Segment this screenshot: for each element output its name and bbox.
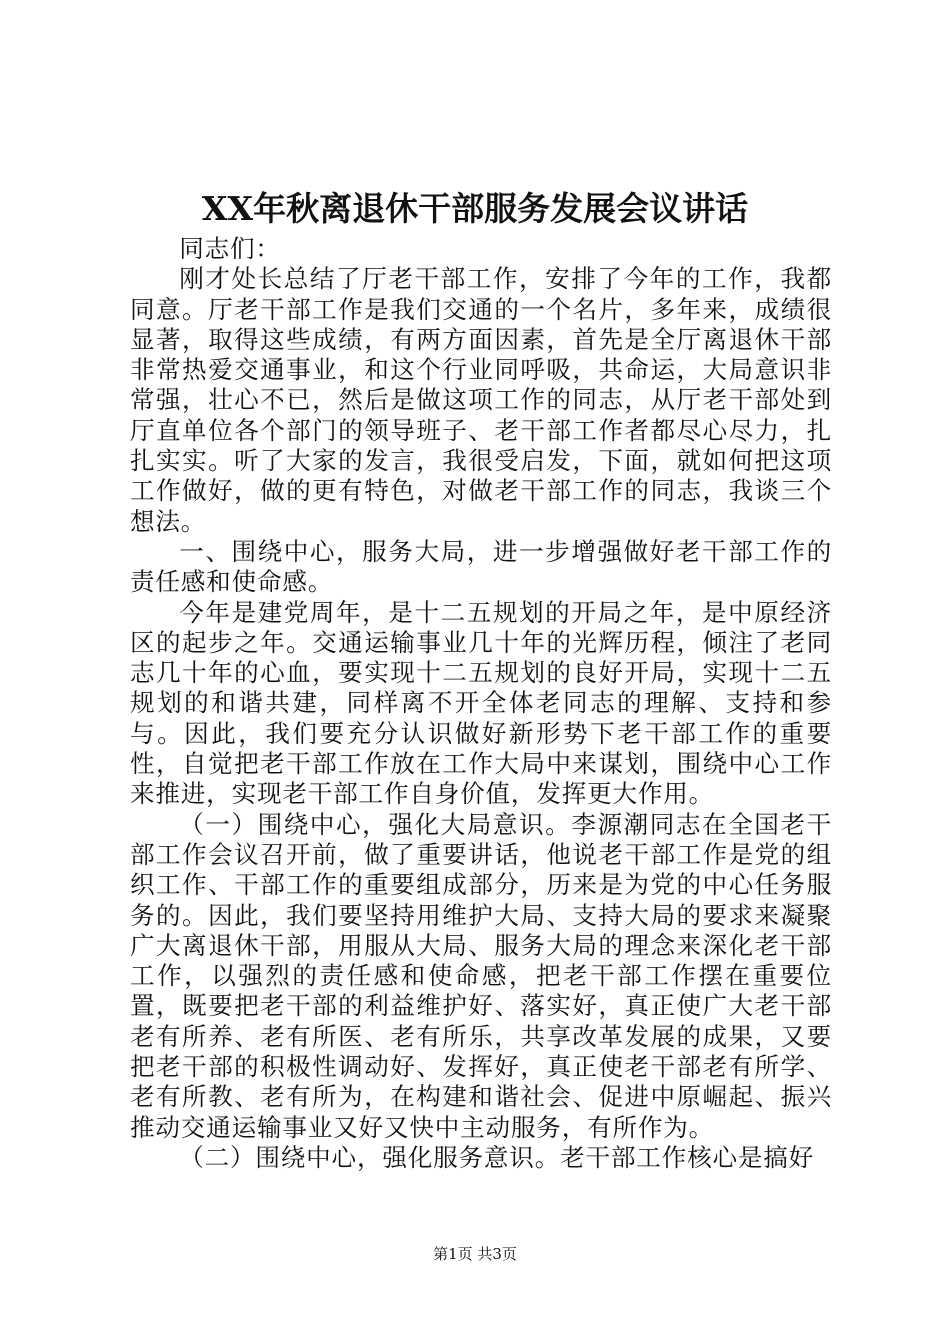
page-number: 第1页 共3页 [433, 1245, 517, 1263]
paragraph-point-one: （一）围绕中心，强化大局意识。李源潮同志在全国老干部工作会议召开前，做了重要讲话，他说老干部工作是党的组织工作、干部工作的重要组成部分，历来是为党的中心任务服务的。因此，我们要坚持用维护大局、支持大局的要求来凝聚广大离退休干部，用服从大局、服务大局的理念来深化老干部工作，以强烈的责任感和使命感，把老干部工作摆在重要位置，既要把老干部的利益维护好、落实好，真正使广大老干部老有所养、老有所医、老有所乐，共享改革发展的成果，又要把老干部的积极性调动好、发挥好，真正使老干部老有所学、老有所教、老有所为，在构建和谐社会、促进中原崛起、振兴推动交通运输事业又好又快中主动服务，有所作为。 [130, 809, 832, 1142]
document-body [130, 234, 832, 1173]
paragraph-context: 今年是建党周年，是十二五规划的开局之年，是中原经济区的起步之年。交通运输事业几十年的光辉历程，倾注了老同志几十年的心血，要实现十二五规划的良好开局，实现十二五规划的和谐共建，同样离不开全体老同志的理解、支持和参与。因此，我们要充分认识做好新形势下老干部工作的重要性，自觉把老干部工作放在工作大局中来谋划，围绕中心工作来推进，实现老干部工作自身价值，发挥更大作用。 [130, 597, 832, 809]
paragraph-salutation: 同志们： [179, 234, 281, 263]
paragraph-intro: 刚才处长总结了厅老干部工作，安排了今年的工作，我都同意。厅老干部工作是我们交通的一个名片，多年来，成绩很显著，取得这些成绩，有两方面因素，首先是全厅离退休干部非常热爱交通事业，和这个行业同呼吸，共命运，大局意识非常强，壮心不已，然后是做这项工作的同志，从厅老干部处到厅直单位各个部门的领导班子、老干部工作者都尽心尽力，扎扎实实。听了大家的发言，我很受启发，下面，就如何把这项工作做好，做的更有特色，对做老干部工作的同志，我谈三个想法。 [130, 264, 832, 536]
paragraph-point-two: （二）围绕中心，强化服务意识。老干部工作核心是搞好 [179, 1142, 815, 1172]
document-title: XX年秋离退休干部服务发展会议讲话 [201, 189, 749, 228]
paragraph-section-heading: 一、围绕中心，服务大局，进一步增强做好老干部工作的责任感和使命感。 [130, 536, 832, 597]
